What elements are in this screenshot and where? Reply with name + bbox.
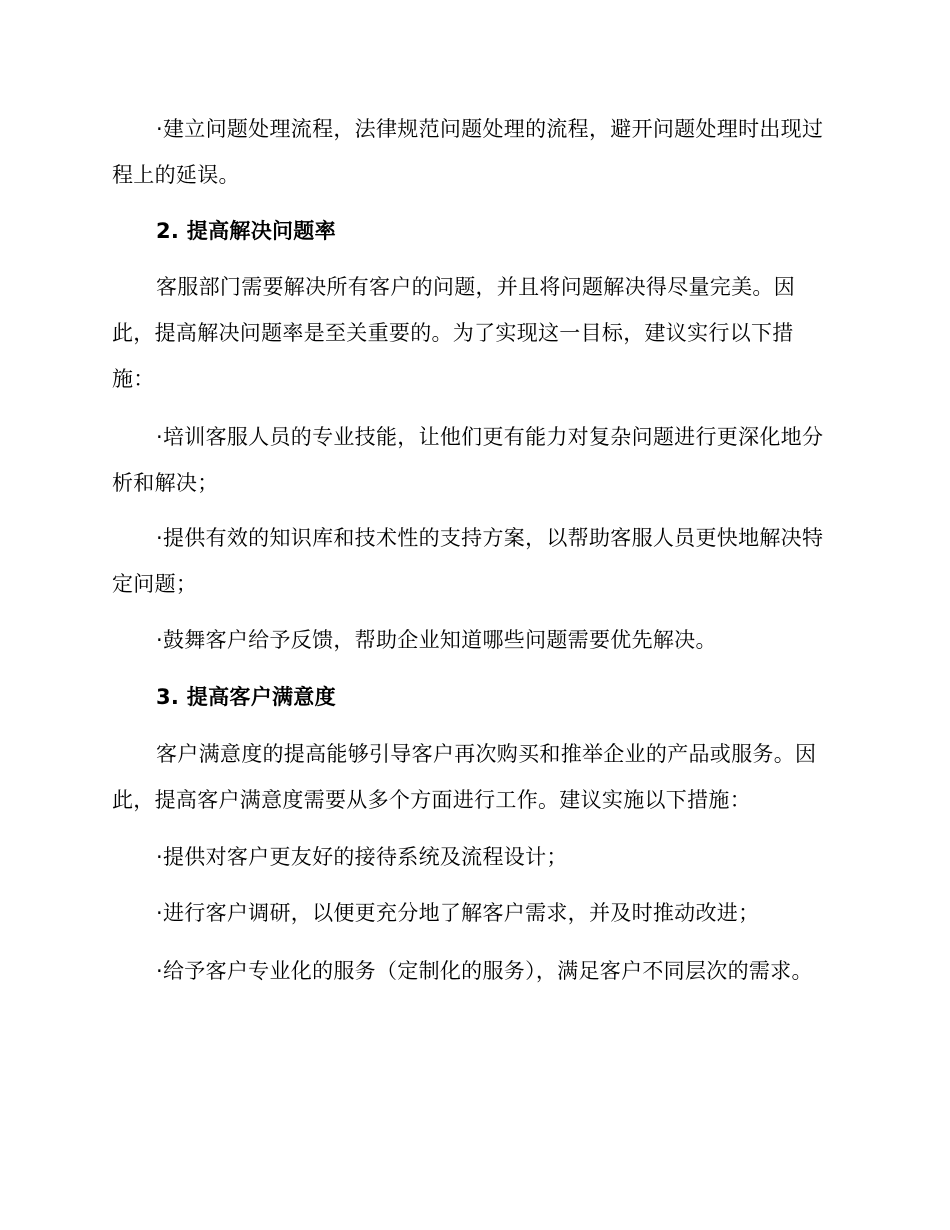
bullet-paragraph: ·提供有效的知识库和技术性的支持方案，以帮助客服人员更快地解决特定问题； [112,526,824,596]
section-heading: 2. 提高解决问题率 [156,219,336,243]
body-paragraph: 客服部门需要解决所有客户的问题，并且将问题解决得尽量完美。因此，提高解决问题率是至关重要的。为了实现这一目标，建议实行以下措施： [112,275,795,391]
bullet-paragraph: ·给予客户专业化的服务（定制化的服务），满足客户不同层次的需求。 [156,959,813,983]
bullet-paragraph: ·提供对客户更友好的接待系统及流程设计； [156,845,568,869]
bullet-paragraph: ·培训客服人员的专业技能，让他们更有能力对复杂问题进行更深化地分析和解决； [112,425,824,495]
bullet-paragraph: ·建立问题处理流程，法律规范问题处理的流程，避开问题处理时出现过程上的延误。 [112,117,824,187]
body-paragraph: 客户满意度的提高能够引导客户再次购买和推举企业的产品或服务。因此，提高客户满意度需要从多个方面进行工作。建议实施以下措施： [112,742,817,812]
bullet-paragraph: ·进行客户调研，以便更充分地了解客户需求，并及时推动改进； [156,901,760,925]
section-heading: 3. 提高客户满意度 [156,685,336,709]
bullet-paragraph: ·鼓舞客户给予反馈，帮助企业知道哪些问题需要优先解决。 [156,628,717,652]
